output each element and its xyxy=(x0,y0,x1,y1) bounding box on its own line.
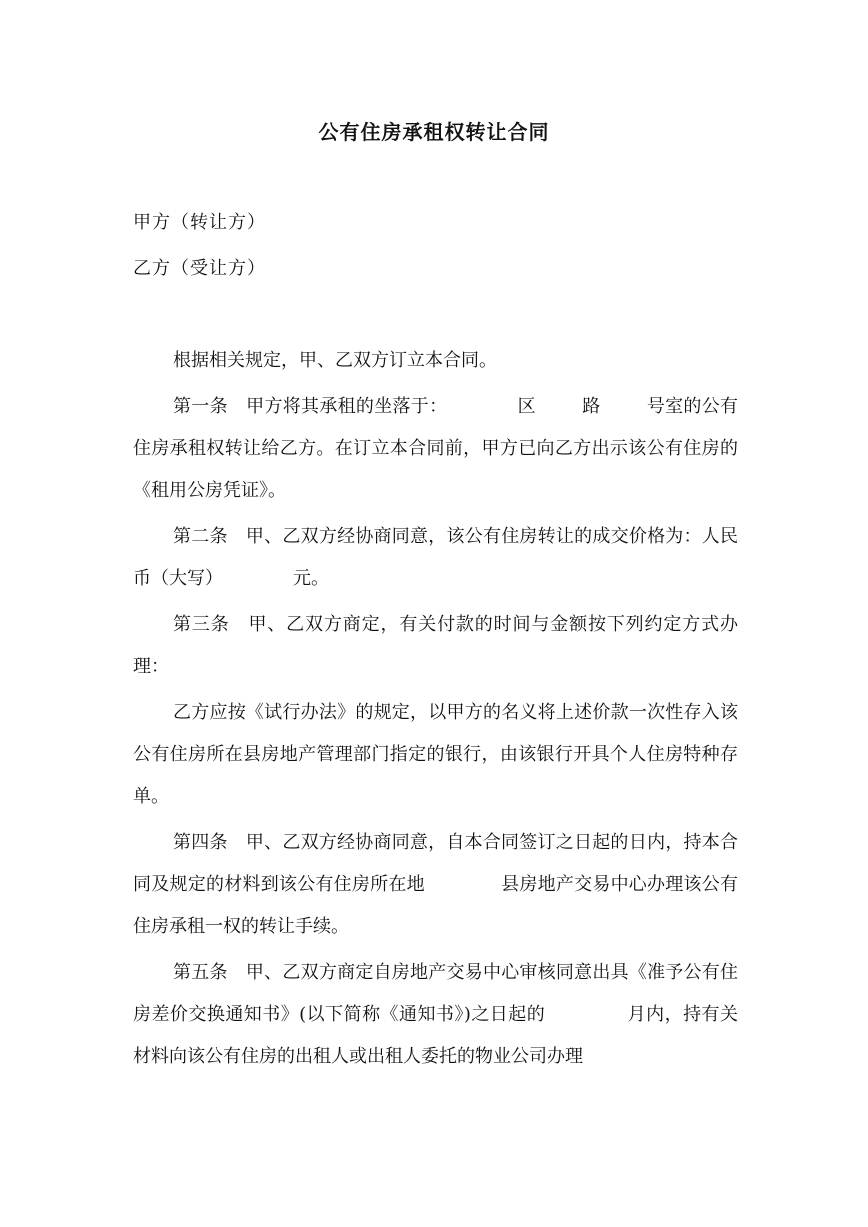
article-2 xyxy=(133,516,738,600)
article-5-text-1: 第五条 甲、乙双方商定自房地产交易中心审核同意出具《准予公有住房差价交换通知书》(以下简称《通知书》)之日起的 xyxy=(133,962,738,1025)
article-1-text-4: 号室的公有住房承租权转让给乙方。在订立本合同前，甲方已向乙方出示该公有住房的《租用公房凭证》。 xyxy=(133,396,739,501)
article-4-text-1: 第四条 甲、乙双方经协商同意，自本合同签订之日起的 xyxy=(173,832,629,853)
article-3 xyxy=(133,604,738,688)
article-5 xyxy=(133,952,738,1078)
article-3-text: 第三条 甲、乙双方商定，有关付款的时间与金额按下列约定方式办理： xyxy=(133,614,738,677)
article-2-text-1: 第二条 甲、乙双方经协商同意，该公有住房转让的成交价格为：人民币（大写） xyxy=(133,526,738,589)
intro-paragraph xyxy=(133,340,738,382)
article-4-text-3: 县房地产交易中心办理该公有住房承租一权的转让手续。 xyxy=(133,874,739,937)
article-4 xyxy=(133,822,738,948)
article-1-text-2: 区 xyxy=(517,396,536,417)
intro-text: 根据相关规定，甲、乙双方订立本合同。 xyxy=(173,350,497,371)
article-3-detail-text: 乙方应按《试行办法》的规定，以甲方的名义将上述价款一次性存入该公有住房所在县房地产管理部门指定的银行，由该银行开具个人住房特种存单。 xyxy=(133,702,738,807)
article-1 xyxy=(133,386,738,512)
document-title: 公有住房承租权转让合同 xyxy=(318,120,550,144)
article-5-text-2: 月内，持有关材料向该公有住房的出租人或出租人委托的物业公司办理 xyxy=(133,1004,739,1067)
article-1-text-1: 第一条 甲方将其承租的坐落于： xyxy=(173,396,448,417)
article-3-detail xyxy=(133,692,738,818)
article-2-text-2: 元。 xyxy=(293,568,329,589)
article-1-text-3: 路 xyxy=(581,396,601,417)
article-4-text-2: 日内，持本合同及规定的材料到该公有住房所在地 xyxy=(133,832,739,895)
party-b-label: 乙方（受让方） xyxy=(133,258,266,279)
contract-body xyxy=(133,340,738,1082)
party-a-label: 甲方（转让方） xyxy=(133,212,266,233)
